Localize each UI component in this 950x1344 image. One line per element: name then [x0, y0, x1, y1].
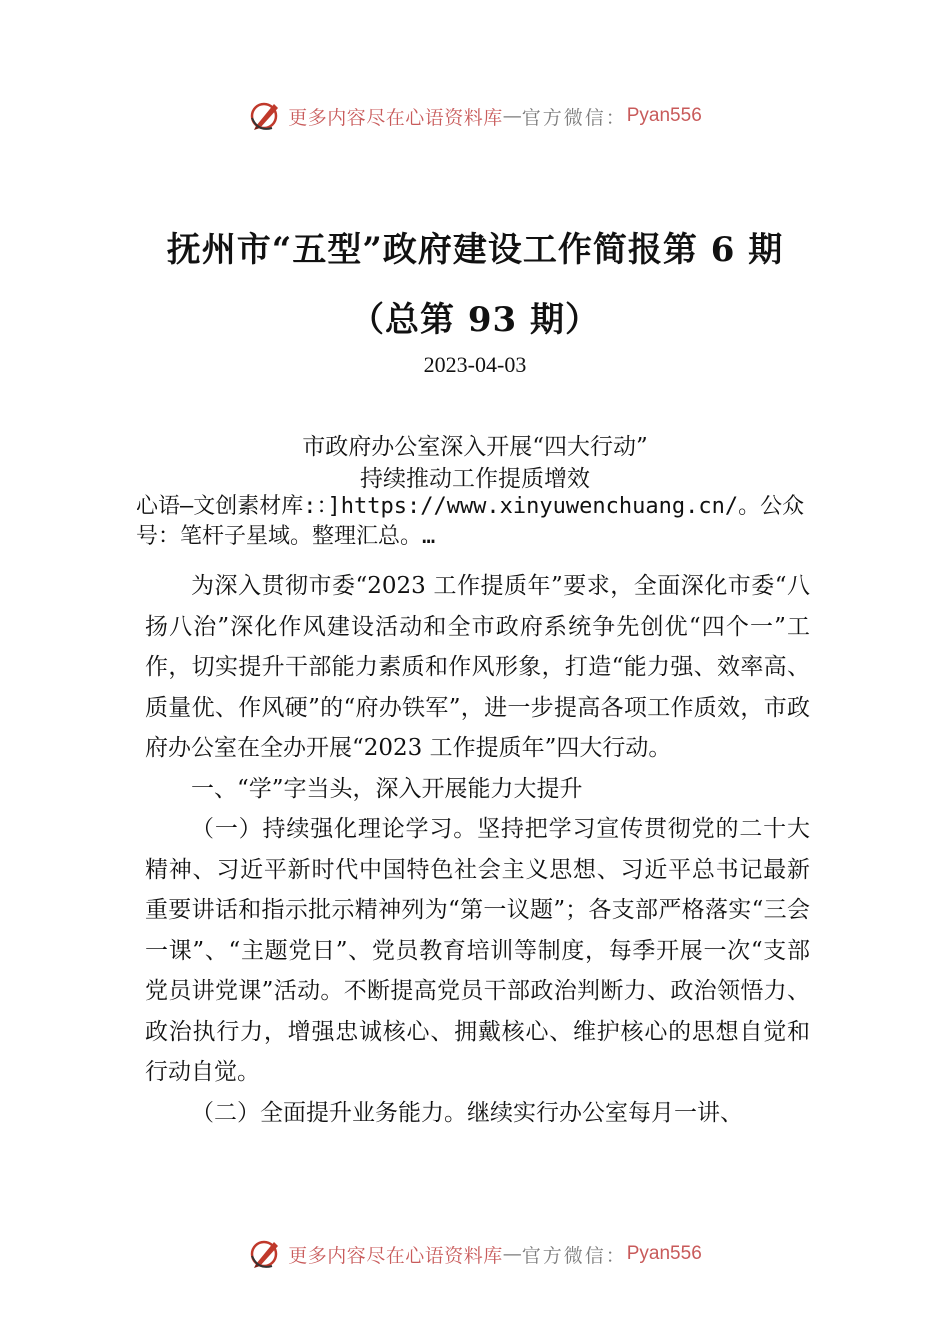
- watermark-separator: —: [502, 1243, 522, 1265]
- watermark-wechat-id: Pyan556: [626, 105, 702, 126]
- paragraph: （一）持续强化理论学习。坚持把学习宣传贯彻党的二十大精神、习近平新时代中国特色社会主义思想、习近平总书记最新重要讲话和指示批示精神列为“第一议题”；各支部严格落实“三会一课”、“主题党日”、党员教育培训等制度，每季开展一次“支部党员讲党课”活动。不断提高党员干部政治判断力、政治领悟力、政治执行力，增强忠诚核心、拥戴核心、维护核心的思想自觉和行动自觉。: [145, 816, 810, 1085]
- paragraph: 为深入贯彻市委“2023 工作提质年”要求，全面深化市委“八扬八治”深化作风建设活动和全市政府系统争先创优“四个一”工作，切实提升干部能力素质和作风形象，打造“能力强、效率高、质量优、作风硬”的“府办铁军”，进一步提高各项工作质效，市政府办公室在全办开展“2023 工作提质年”四大行动。: [145, 573, 810, 761]
- watermark-label: 官方微信：: [521, 106, 627, 129]
- watermark-label: 官方微信：: [521, 1244, 627, 1267]
- document-issue-number: （总第 93 期）: [350, 300, 600, 340]
- watermark-text: 更多内容尽在心语资料库: [288, 1244, 503, 1267]
- document-date: 2023-04-03: [423, 352, 527, 377]
- watermark-text: 更多内容尽在心语资料库: [288, 106, 503, 129]
- watermark-header: [0, 94, 950, 138]
- watermark-footer: [0, 1232, 950, 1276]
- watermark-wechat-id: Pyan556: [626, 1243, 702, 1264]
- article-heading-line1: 市政府办公室深入开展“四大行动”: [302, 434, 648, 460]
- section-heading: 一、“学”字当头，深入开展能力大提升: [191, 775, 583, 802]
- source-note: 心语—文创素材库:：]https://www.xinyuwenchuang.cn/。公众号：笔杆子星域。整理汇总。…: [136, 494, 805, 549]
- pen-logo-icon: [248, 98, 284, 134]
- article-heading-line2: 持续推动工作提质增效: [360, 466, 590, 492]
- document-title: 抚州市“五型”政府建设工作简报第 6 期: [166, 230, 784, 270]
- paragraph: （二）全面提升业务能力。继续实行办公室每月一讲、: [191, 1099, 743, 1126]
- article-body: [145, 566, 810, 1133]
- watermark-separator: —: [502, 105, 522, 127]
- pen-logo-icon: [248, 1236, 284, 1272]
